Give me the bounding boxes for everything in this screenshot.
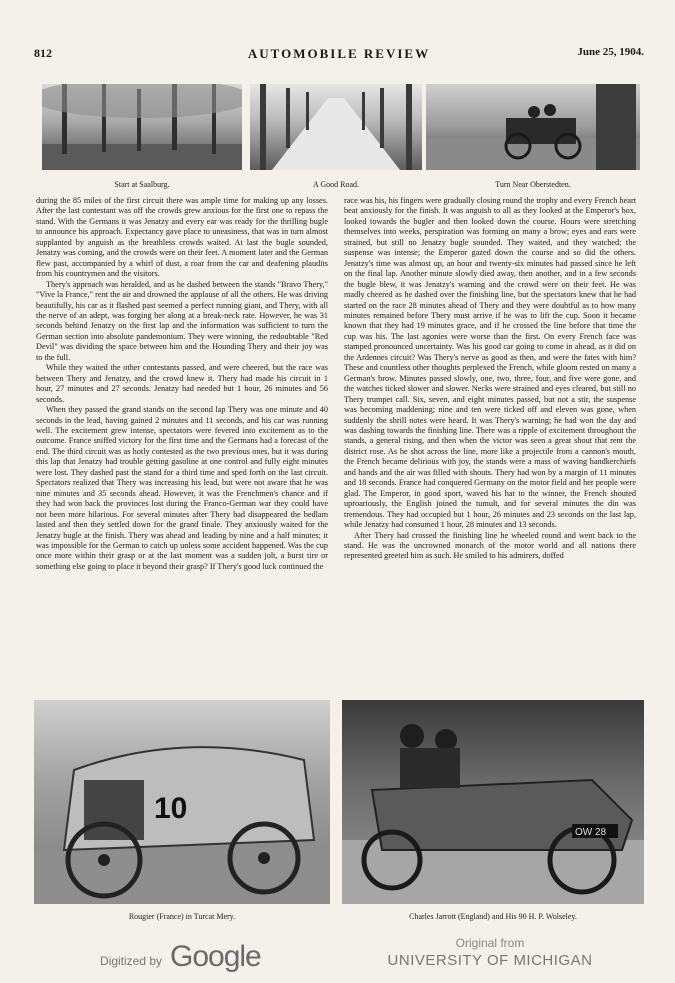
photo-jarrott-wolseley <box>342 700 644 904</box>
caption-jarrott: Charles Jarrott (England) and His 90 H. P. Wolseley. <box>409 912 577 921</box>
paragraph: Thery's approach was heralded, and as he dashed between the stands "Bravo Thery," "Vive la France," rent the air and drowned the applause of all the others. He was driving beautifully, his car as it flashed past seemed a perfect running giant, and Thery, with all the nerve of an adept, was forging her along at a break-neck rate. However, he was 31 seconds behind Jenatzy on the first lap and the information was sufficient to turn the German section into absolute pandemonium. They were winning, the redoubtable "Red Devil" was dividing the space between him and the Hounding Thery and their joy was to the full. <box>36 279 328 362</box>
digitization-footer <box>0 936 675 976</box>
left-article-column <box>36 196 328 572</box>
digitized-by-label: Digitized by <box>100 954 163 968</box>
paragraph: during the 85 miles of the first circuit there was ample time for making up any losses. After the last contestant was off the crowds grew anxious for the first one to repass the stand. With the Germans it was Jenatzy and every ear was ready for the thrilling bugle to announce his approach. Expectancy gave place to uneasiness, that was in turn almost supplanted by anguish as the breathless crowds waited. At last the bugle sounded, Jenatzy was coming, and the crowds were on their feet. A moment later and the German flew past, accompanied by a whirl of dust, a roar from the car and deafening plaudits from his countrymen and the visitors. <box>36 196 328 279</box>
photo-turn-oberstedten <box>426 84 640 170</box>
car-number-10: 10 <box>154 792 188 825</box>
photo-rougier-turcat-mery <box>34 700 330 904</box>
institution-name: UNIVERSITY OF MICHIGAN <box>387 952 593 969</box>
caption-start-saalburg: Start at Saalburg. <box>114 180 170 189</box>
page-number: 812 <box>34 46 52 60</box>
paragraph: After Thery had crossed the finishing line he wheeled round and went back to the stand. He was the uncrowned monarch of the motor world and all nations there represented greeted him as such. He smiled to his admirers, doffed <box>344 530 636 561</box>
paragraph: When they passed the grand stands on the second lap Thery was one minute and 40 seconds in the lead, having gained 2 minutes and 11 seconds, and his car was running well. The excitement grew intense, spectators were fevered into excitement as to the outcome. France sniffed victory for the first time and the Germans had a forecast of the end. The third circuit was as hotly contested as the two previous ones, but it was during this lap that Jenatzy had trouble getting gasoline at one control and fully eight minutes were lost. They dashed past the stand for a third time and sped forth on the last circuit. Spectators realized that Thery was increasing his lead, but were not aware that he was nine minutes and 35 seconds ahead. However, it was the Frenchmen's chance and if they had won back the provinces lost during the Franco-German war they could have not been more hilarious. For several minutes after Thery had disappeared the bedlam lasted and then they settled down for the grand finale. They anxiously waited for the Jenatzy bugle at the finish. Thery was ahead and leading by nine and a half minutes; it was impossible for the German to catch up unless some accident happened. Was the cup once more within their grasp or at the last moment was a sudden jolt, a burst tire or something else going to place it beyond their grasp? If Thery's good luck continued the <box>36 405 328 571</box>
photo-good-road <box>250 84 422 170</box>
issue-date: June 25, 1904. <box>577 46 644 58</box>
paragraph: While they waited the other contestants passed, and were cheered, but the race was between Thery and Jenatzy, and the crowd knew it. Thery had made his circuit in 1 hour, 27 minutes and 27 seconds. Jenatzy had needed but 1 hour, 26 minutes and 56 seconds. <box>36 363 328 404</box>
caption-rougier: Rougier (France) in Turcat Mery. <box>128 912 236 921</box>
caption-good-road: A Good Road. <box>313 180 359 189</box>
original-from-label: Original from <box>455 936 525 950</box>
right-article-column <box>344 196 636 562</box>
paragraph: race was his, his fingers were gradually closing round the trophy and every French heart beat anxiously for the finish. It was anguish to all as they looked at the Emperor's box, looked towards the bugler and then looked down the course. Hours were stretching themselves into weeks, perspiration was forming on many a brow; eyes and ears were strained, but still no Jenatzy bugle sounded. They waited, and they watched; the suspense was intense; the Emperor gazed down the course and so did the others. Jenatzy's time was almost up, an hour and twenty-six minutes had passed since he left on the final lap. Another minute slowly died away, then another, and in a few seconds the bugle blew, it was Jenatzy's warning and the crowd were on their feet. He was madly cheered as he dashed over the finishing line, but the spectators knew that he had started on the race 28 minutes ahead of Thery and they were doubtful as to how many minutes remained before Thery must arrive if he was to lift the cup. Soon it became known that they had 19 minutes grace, and if he crossed the line before that time the cup was his. The last agonies were worse than the first. On every French face was stamped pronounced uncertainty. Was his good car going to come in ahead, as it did on the Ardennes circuit? Was Thery's nerve as good as then, and were the fates with him? These and countless other thoughts perplexed the French, while gloom rested on many a German's brow. Minutes passed slowly, one, two, three, four, and five were gone, and the watches ticked slower and slower. Necks were strained and eyes cleared, but still no Thery trumpet call. Six, seven, and eight minutes passed, but not a stir, the suspense was becoming maddening; nine and ten were ticked off and eleven was gone, when suddenly the shrill notes were heard. It was Thery's warning; he had won the day and was dashing towards the finishing line. There was a ripple of excitement throughout the stands, a general rising, and then when the victor was seen a great shout that rent the district rose. As he shot across the line, more like a projectile from a cannon's mouth, the French became delirious with joy, the stands were a mass of waving handkerchiefs and hands and the air was filled with shouts. Thery had won by a margin of 11 minutes and 18 seconds. France had conquered Germany on the motor field and her people were glad. The Emperor, in good sport, waved his hat to the winner, the French shouted uproariously, the English joined the tumult, and for several minutes the din was tremendous. They had occupied but 1 hour, 26 minutes and 23 seconds on the last lap, while Jenatzy had consumed 1 hour, 28 minutes and 13 seconds. <box>344 196 636 530</box>
page-header <box>34 46 644 60</box>
google-logo: Google <box>170 940 261 973</box>
photo-start-saalburg <box>42 84 242 170</box>
caption-turn-oberstedten: Turn Near Oberstedten. <box>495 180 571 189</box>
journal-title: AUTOMOBILE REVIEW <box>247 46 431 61</box>
license-plate: OW 28 <box>575 827 607 838</box>
